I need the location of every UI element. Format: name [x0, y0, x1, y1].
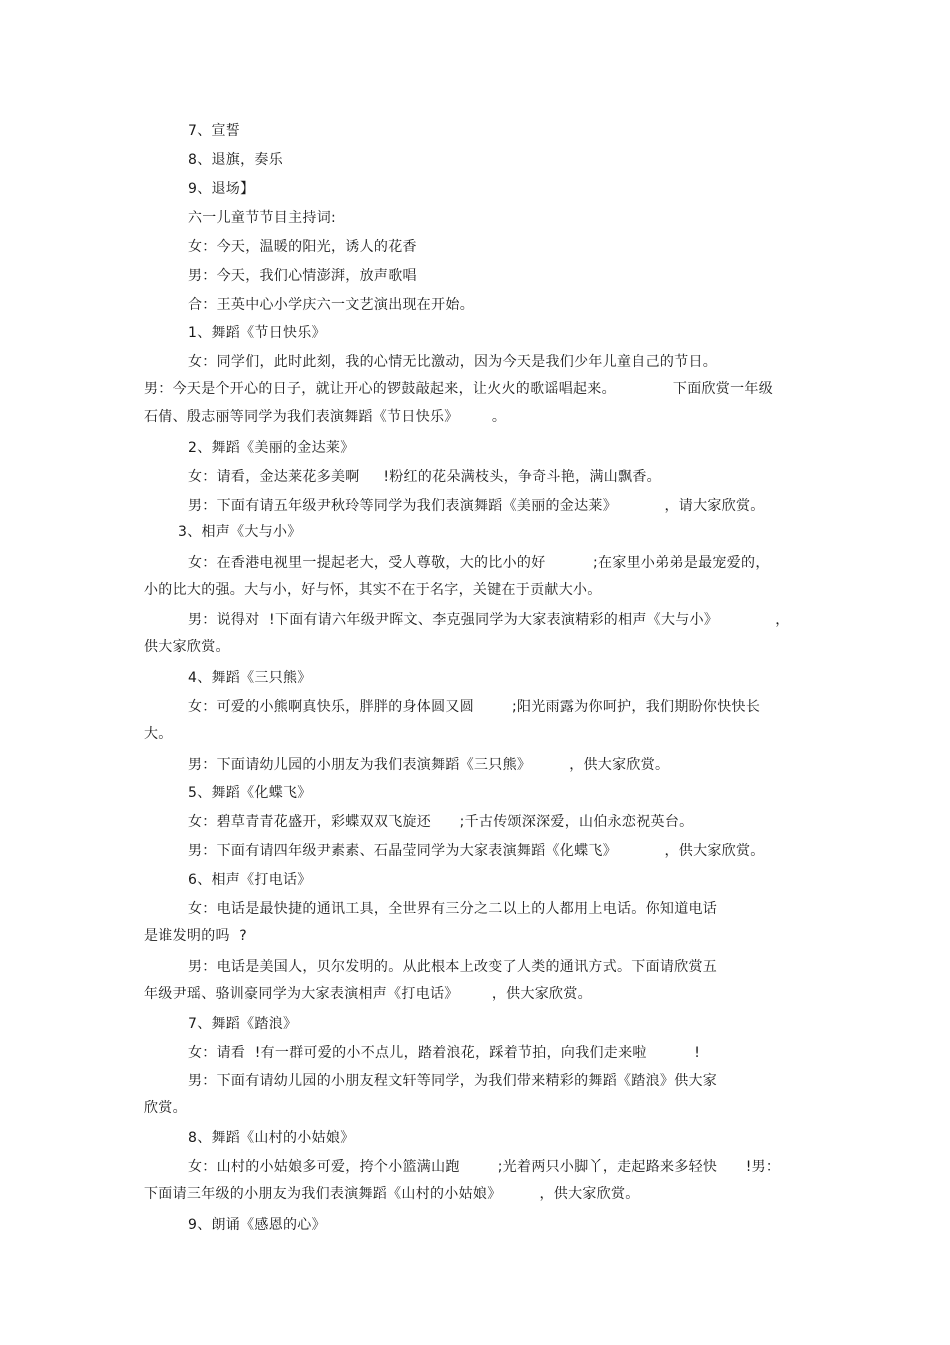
text-line: 女：同学们，此时此刻，我的心情无比激动，因为今天是我们少年儿童自己的节日。 [188, 354, 718, 370]
text-line: 女：请看 !有一群可爱的小不点儿，踏着浪花，踩着节拍，向我们走来啦 ! [188, 1045, 701, 1061]
text-line: 女：请看，金达莱花多美啊 !粉红的花朵满枝头，争奇斗艳，满山飘香。 [188, 469, 661, 485]
program-item-title: 1、舞蹈《节日快乐》 [188, 325, 326, 341]
text-line: 男：下面有请五年级尹秋玲等同学为我们表演舞蹈《美丽的金达莱》 ，请大家欣赏。 [188, 498, 765, 514]
text-line: 石倩、殷志丽等同学为我们表演舞蹈《节日快乐》 。 [144, 409, 507, 425]
text-line: 男：下面有请四年级尹素素、石晶莹同学为大家表演舞蹈《化蝶飞》 ，供大家欣赏。 [188, 843, 765, 859]
text-line: 女：今天，温暖的阳光，诱人的花香 [188, 239, 417, 255]
program-item-title: 7、舞蹈《踏浪》 [188, 1016, 298, 1032]
text-line: 合：王英中心小学庆六一文艺演出现在开始。 [188, 297, 474, 313]
text-line: 年级尹瑶、骆训豪同学为大家表演相声《打电话》 ，供大家欣赏。 [144, 986, 592, 1002]
text-line: 女：电话是最快捷的通讯工具，全世界有三分之二以上的人都用上电话。你知道电话 [188, 901, 718, 917]
text-line: 大。 [144, 726, 173, 742]
program-item-title: 6、相声《打电话》 [188, 872, 312, 888]
text-line: 男：说得对 !下面有请六年级尹晖文、李克强同学为大家表演精彩的相声《大与小》 ， [188, 612, 790, 628]
text-line: 男：电话是美国人，贝尔发明的。从此根本上改变了人类的通讯方式。下面请欣赏五 [188, 959, 718, 975]
text-line: 欣赏。 [144, 1100, 187, 1116]
text-line: 是谁发明的吗 ? [144, 928, 248, 944]
text-line: 女：在香港电视里一提起老大，受人尊敬，大的比小的好 ;在家里小弟弟是最宠爱的， [188, 555, 770, 571]
text-line: 男：今天，我们心情澎湃，放声歌唱 [188, 268, 417, 284]
text-line: 供大家欣赏。 [144, 639, 230, 655]
text-line: 9、退场】 [188, 181, 255, 197]
program-item-title: 2、舞蹈《美丽的金达莱》 [188, 440, 355, 456]
program-item-title: 8、舞蹈《山村的小姑娘》 [188, 1130, 355, 1146]
program-item-title: 3、相声《大与小》 [178, 524, 302, 540]
text-line: 男：下面有请幼儿园的小朋友程文轩等同学，为我们带来精彩的舞蹈《踏浪》供大家 [188, 1073, 718, 1089]
text-line: 下面请三年级的小朋友为我们表演舞蹈《山村的小姑娘》 ，供大家欣赏。 [144, 1186, 640, 1202]
program-item-title: 5、舞蹈《化蝶飞》 [188, 785, 312, 801]
text-line: 女：碧草青青花盛开，彩蝶双双飞旋还 ;千古传颂深深爱，山伯永恋祝英台。 [188, 814, 694, 830]
text-line: 女：山村的小姑娘多可爱，挎个小篮满山跑 ;光着两只小脚丫，走起路来多轻快 !男： [188, 1159, 781, 1175]
text-line: 7、宣誓 [188, 123, 241, 139]
program-item-title: 9、朗诵《感恩的心》 [188, 1217, 326, 1233]
text-line: 女：可爱的小熊啊真快乐，胖胖的身体圆又圆 ;阳光雨露为你呵护，我们期盼你快快长 [188, 699, 761, 715]
section-heading: 六一儿童节节目主持词: [188, 210, 337, 226]
text-line: 8、退旗，奏乐 [188, 152, 284, 168]
text-line: 男：下面请幼儿园的小朋友为我们表演舞蹈《三只熊》 ，供大家欣赏。 [188, 757, 670, 773]
text-line: 男：今天是个开心的日子，就让开心的锣鼓敲起来，让火火的歌谣唱起来。 下面欣赏一年级 [144, 381, 773, 397]
text-line: 小的比大的强。大与小，好与怀，其实不在于名字，关键在于贡献大小。 [144, 582, 602, 598]
program-item-title: 4、舞蹈《三只熊》 [188, 670, 312, 686]
